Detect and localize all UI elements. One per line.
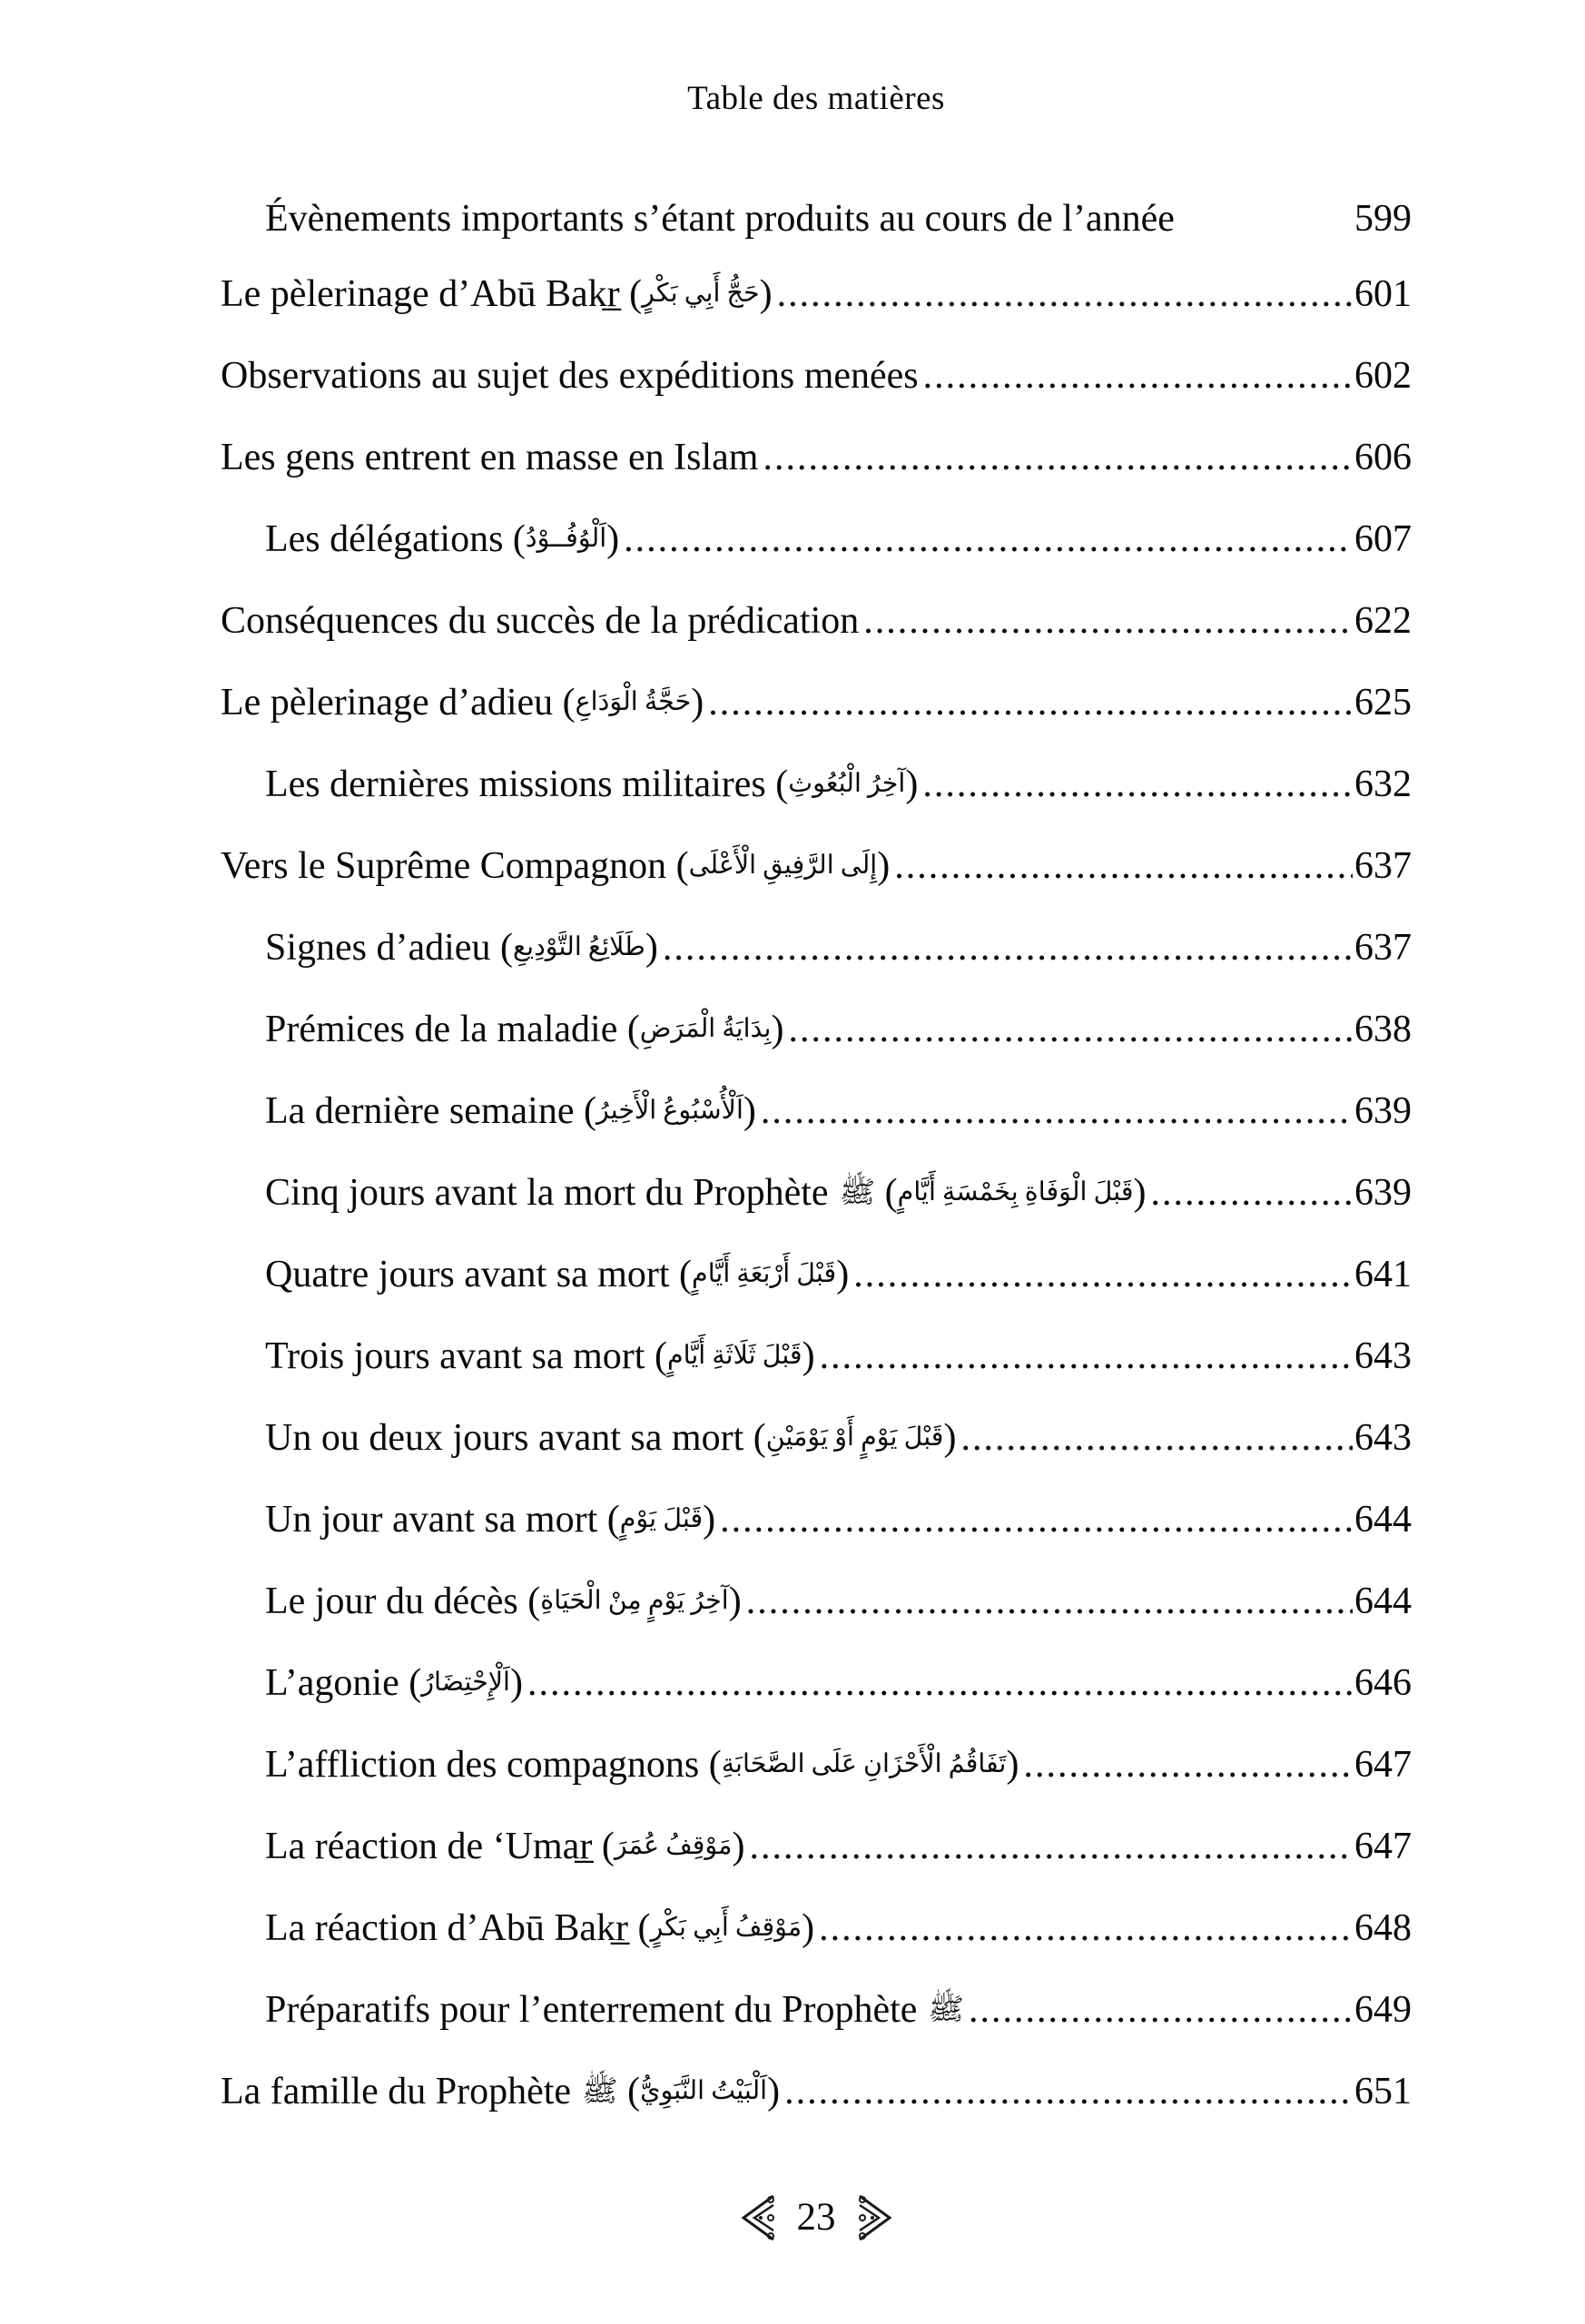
toc-entry-arabic-wrap xyxy=(670,1254,850,1295)
toc-entry-arabic-wrap xyxy=(553,682,704,724)
toc-entry xyxy=(221,1724,1412,1806)
toc-entry-label xyxy=(265,1969,964,2053)
toc-entry-text: La famille du Prophète xyxy=(221,2071,572,2112)
toc-entry-arabic-wrap xyxy=(592,1826,744,1867)
toc-entry-label xyxy=(265,1397,956,1483)
toc-entry-text: Prémices de la maladie xyxy=(265,1009,618,1050)
toc-entry xyxy=(221,253,1412,335)
toc-entry-arabic-wrap xyxy=(645,1335,814,1377)
toc-entry-text: Trois jours avant sa mort xyxy=(265,1335,645,1377)
toc-entry-page: 647 xyxy=(1354,1744,1412,1786)
toc-entry xyxy=(221,743,1412,825)
ornament-right-icon xyxy=(858,2194,894,2241)
toc-entry-text: Le pèlerinage d’Abū Bakr̲ xyxy=(221,273,620,315)
toc-entry-arabic-wrap xyxy=(766,763,919,805)
toc-entry-label xyxy=(221,417,758,498)
toc-entry-arabic: طَلَائِعُ التَّوْدِيعِ xyxy=(512,933,645,961)
ornament-left-icon xyxy=(739,2194,775,2241)
dot-leader xyxy=(1147,1152,1353,1234)
toc-entry xyxy=(221,417,1412,498)
toc-entry-arabic-wrap xyxy=(620,273,773,315)
saw-symbol: ﷺ xyxy=(928,1994,964,2026)
toc-entry-arabic: قَبْلَ يَوْمٍ أَوْ يَوْمَيْنِ xyxy=(765,1423,944,1452)
toc-entry-page: 639 xyxy=(1354,1172,1412,1214)
toc-entry-page: 632 xyxy=(1354,763,1412,805)
toc-entry-label xyxy=(265,1887,814,1974)
toc-entry-page: 647 xyxy=(1354,1826,1412,1867)
toc-entry-arabic: اَلْإِحْتِضَارُ xyxy=(421,1669,510,1697)
toc-entry-arabic: قَبْلَ أَرْبَعَةِ أَيَّامٍ xyxy=(692,1260,837,1288)
toc-entry xyxy=(221,1887,1412,1969)
toc-entry-arabic: تَفَاقُمُ الْأَحْزَانِ عَلَى الصَّحَابَةِ xyxy=(721,1750,1007,1778)
toc-entry-label xyxy=(265,1479,715,1565)
toc-entry-arabic: اَلْوُفُــوْدُ xyxy=(525,525,607,553)
toc-entry-arabic-wrap xyxy=(875,1172,1146,1214)
toc-entry-page: 648 xyxy=(1354,1907,1412,1949)
saw-symbol: ﷺ xyxy=(582,2075,618,2108)
toc-entry xyxy=(221,498,1412,580)
toc-entry-arabic: اَلْبَيْتُ النَّبَوِيُّ xyxy=(640,2077,768,2105)
dot-leader xyxy=(780,2051,1353,2132)
toc-entry-text: Préparatifs pour l’enterrement du Prophète xyxy=(265,1989,918,2031)
toc-entry-label xyxy=(265,184,1175,253)
dot-leader xyxy=(815,1315,1353,1397)
toc-entry xyxy=(221,335,1412,417)
toc-entry-page: 644 xyxy=(1354,1581,1412,1622)
toc-entry-arabic-wrap xyxy=(574,1090,755,1132)
toc-entry-text: Les dernières missions militaires xyxy=(265,763,766,805)
toc-entry-page: 651 xyxy=(1354,2071,1412,2112)
toc-entry-text: Observations au sujet des expéditions menées xyxy=(221,355,919,397)
toc-entry-arabic: إِلَى الرَّفِيقِ الْأَعْلَى xyxy=(688,852,878,880)
dot-leader xyxy=(964,1969,1353,2051)
toc-entry-label xyxy=(221,2051,780,2137)
page-title: Table des matières xyxy=(687,80,945,117)
toc-entry-arabic-wrap xyxy=(666,845,890,887)
toc-entry-label xyxy=(221,662,704,748)
dot-leader xyxy=(956,1397,1353,1479)
toc-entry xyxy=(221,1070,1412,1152)
footer-page-number: 23 xyxy=(796,2196,836,2239)
toc-entry-text: Vers le Suprême Compagnon xyxy=(221,845,667,887)
toc-entry-label xyxy=(265,1070,756,1157)
toc-entry-page: 602 xyxy=(1354,355,1412,397)
toc-entry-label xyxy=(221,580,859,662)
toc-entry-arabic-wrap xyxy=(628,1907,814,1949)
toc-entry-text: La réaction d’Abū Bakr̲ xyxy=(265,1907,629,1949)
toc-entry-arabic: حَجَّةُ الْوَدَاعِ xyxy=(575,688,692,716)
toc-entry-label xyxy=(265,1152,1147,1238)
dot-leader xyxy=(918,743,1353,825)
toc-entry-page: 625 xyxy=(1354,682,1412,724)
toc-entry-label xyxy=(265,1642,523,1728)
toc-entry xyxy=(221,1152,1412,1234)
page-footer xyxy=(221,2194,1412,2241)
toc-entry xyxy=(221,1479,1412,1561)
toc-entry-text: Un jour avant sa mort xyxy=(265,1499,598,1541)
toc-entry-page: 637 xyxy=(1354,927,1412,969)
toc-entry-arabic: مَوْقِفُ أَبِي بَكْرٍ xyxy=(650,1914,802,1942)
toc-entry-arabic-wrap xyxy=(743,1417,956,1459)
toc-entry-text: La dernière semaine xyxy=(265,1090,575,1132)
toc-entry xyxy=(221,1969,1412,2051)
toc-entry-text: Quatre jours avant sa mort xyxy=(265,1254,670,1295)
toc-entry-text: Les délégations xyxy=(265,518,504,560)
dot-leader xyxy=(890,825,1353,907)
toc-entry-page: 646 xyxy=(1354,1662,1412,1704)
toc-entry xyxy=(221,662,1412,743)
toc-entry-text: Conséquences du succès de la prédication xyxy=(221,600,860,642)
toc-entry-page: 622 xyxy=(1354,600,1412,642)
toc-entry-page: 639 xyxy=(1354,1090,1412,1132)
toc-entry-arabic-wrap xyxy=(618,2071,780,2112)
toc-entry-text: Cinq jours avant la mort du Prophète xyxy=(265,1172,829,1214)
toc-entry-label xyxy=(221,335,919,417)
toc-entry-label xyxy=(265,1806,744,1892)
toc-entry xyxy=(221,989,1412,1070)
toc-entry-arabic-wrap xyxy=(503,518,619,560)
toc-entry-page: 644 xyxy=(1354,1499,1412,1541)
toc-entry xyxy=(221,1234,1412,1315)
toc-entry-arabic-wrap xyxy=(518,1581,742,1622)
dot-leader xyxy=(814,1887,1353,1969)
saw-symbol: ﷺ xyxy=(839,1177,876,1209)
dot-leader xyxy=(756,1070,1353,1152)
toc-entry-label xyxy=(265,1315,815,1402)
toc-entry-label xyxy=(265,1234,849,1320)
dot-leader xyxy=(849,1234,1353,1315)
toc-entry-arabic-wrap xyxy=(699,1744,1019,1786)
toc-entry-arabic: قَبْلَ يَوْمٍ xyxy=(619,1505,704,1533)
toc-entry-arabic: اَلْأُسْبُوعُ الْأَخِيرُ xyxy=(596,1097,743,1125)
toc-entry xyxy=(221,1561,1412,1642)
toc-entry-arabic: حَجُّ أَبِي بَكْرٍ xyxy=(642,280,760,308)
toc-entry-arabic: آخِرُ الْبُعُوثِ xyxy=(788,770,906,798)
toc-entry-text: Le pèlerinage d’adieu xyxy=(221,682,554,724)
toc-entry-arabic-wrap xyxy=(399,1662,523,1704)
toc-entry-page: 643 xyxy=(1354,1417,1412,1459)
toc-entry-page: 637 xyxy=(1354,845,1412,887)
toc-entry xyxy=(221,580,1412,662)
dot-leader xyxy=(744,1806,1353,1887)
dot-leader xyxy=(523,1642,1353,1724)
toc-entry-label xyxy=(221,253,773,340)
toc-entry xyxy=(221,1642,1412,1724)
dot-leader xyxy=(742,1561,1353,1642)
table-of-contents xyxy=(221,184,1412,2132)
toc-entry-text: Évènements importants s’étant produits au cours de l’année xyxy=(265,198,1175,240)
toc-entry xyxy=(221,1806,1412,1887)
toc-entry-arabic: قَبْلَ ثَلَاثَةِ أَيَّامٍ xyxy=(666,1342,802,1370)
toc-entry-page: 601 xyxy=(1354,273,1412,315)
dot-leader xyxy=(658,907,1353,989)
toc-entry-text: L’agonie xyxy=(265,1662,399,1704)
toc-entry-label xyxy=(265,989,784,1075)
toc-entry-arabic: قَبْلَ الْوَفَاةِ بِخَمْسَةِ أَيَّامٍ xyxy=(897,1178,1134,1206)
toc-entry xyxy=(221,184,1412,253)
toc-entry-label xyxy=(265,1724,1019,1810)
toc-entry xyxy=(221,1315,1412,1397)
toc-entry xyxy=(221,2051,1412,2132)
dot-leader xyxy=(704,662,1353,743)
toc-entry-text: La réaction de ‘Umar̲ xyxy=(265,1826,593,1867)
toc-entry-page: 606 xyxy=(1354,437,1412,478)
toc-entry-arabic: بِدَايَةُ الْمَرَضِ xyxy=(639,1015,772,1043)
toc-entry-page: 599 xyxy=(1354,198,1412,240)
toc-entry xyxy=(221,825,1412,907)
toc-entry-page: 641 xyxy=(1354,1254,1412,1295)
toc-entry-text: L’affliction des compagnons xyxy=(265,1744,700,1786)
dot-leader xyxy=(859,580,1353,662)
toc-entry-arabic-wrap xyxy=(490,927,657,969)
toc-entry-text: Le jour du décès xyxy=(265,1581,518,1622)
dot-leader xyxy=(758,417,1353,498)
toc-entry-arabic-wrap xyxy=(617,1009,783,1050)
dot-leader xyxy=(715,1479,1353,1561)
toc-entry xyxy=(221,1397,1412,1479)
toc-entry-label xyxy=(265,498,619,585)
dot-leader xyxy=(1019,1724,1353,1806)
toc-entry-text: Un ou deux jours avant sa mort xyxy=(265,1417,744,1459)
toc-entry-arabic: آخِرُ يَوْمٍ مِنْ الْحَيَاةِ xyxy=(540,1587,729,1615)
dot-leader xyxy=(773,253,1353,335)
toc-entry-label xyxy=(265,907,658,993)
dot-leader xyxy=(784,989,1354,1070)
dot-leader xyxy=(619,498,1353,580)
toc-entry-arabic-wrap xyxy=(597,1499,715,1541)
toc-entry-page: 607 xyxy=(1354,518,1412,560)
toc-entry-text: Les gens entrent en masse en Islam xyxy=(221,437,759,478)
toc-entry-label xyxy=(221,825,890,911)
dot-leader xyxy=(919,335,1353,417)
toc-entry-page: 649 xyxy=(1354,1989,1412,2031)
toc-entry-page: 638 xyxy=(1354,1009,1412,1050)
toc-entry-label xyxy=(265,743,918,830)
toc-entry-arabic: مَوْقِفُ عُمَرَ xyxy=(614,1832,733,1860)
toc-entry xyxy=(221,907,1412,989)
toc-entry-text: Signes d’adieu xyxy=(265,927,491,969)
toc-entry-label xyxy=(265,1561,742,1647)
toc-entry-page: 643 xyxy=(1354,1335,1412,1377)
